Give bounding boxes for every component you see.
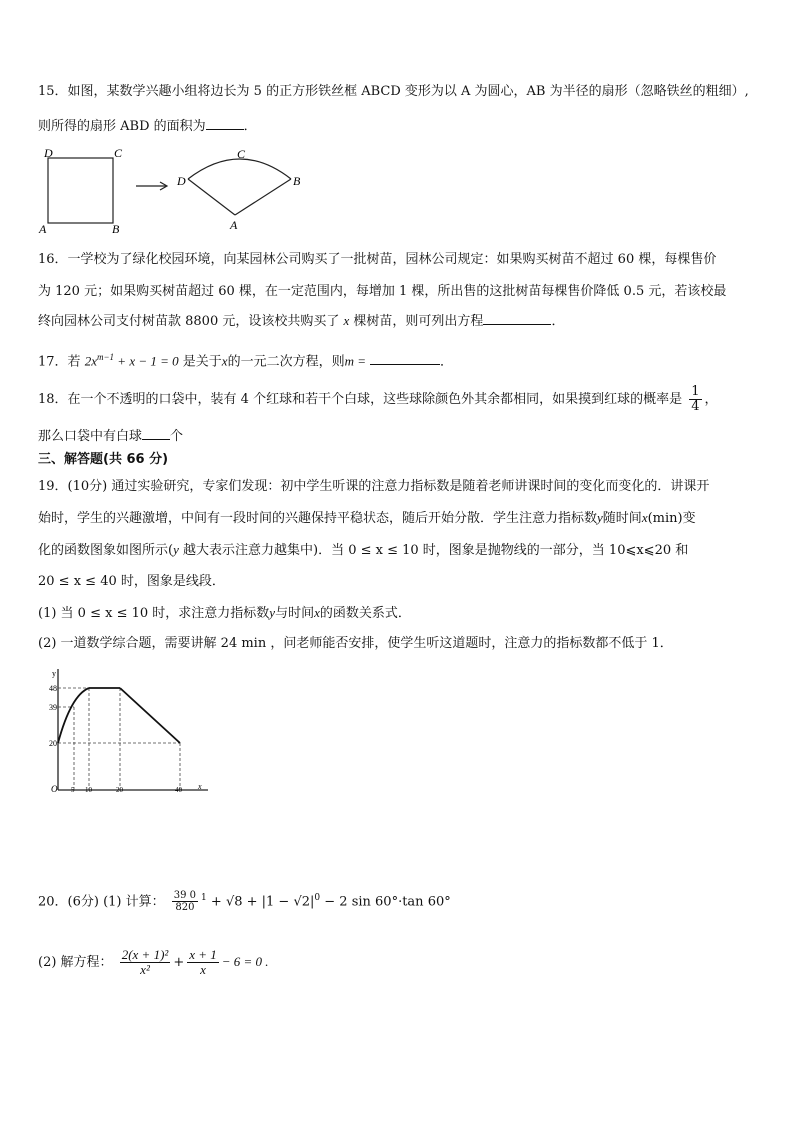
q20-line2: [38, 942, 269, 983]
q19-line4: 20 ≤ x ≤ 40 时，图象是线段．: [38, 574, 225, 589]
square-abcd: [48, 158, 113, 223]
label-b-sector: B: [293, 174, 301, 188]
q19-sub1-a: (1) 当 0 ≤ x ≤ 10 时，求注意力指标数: [38, 606, 270, 621]
q19-line3-y: y: [173, 542, 179, 557]
decline-segment: [120, 688, 180, 743]
label-d-square: D: [44, 146, 53, 160]
q20-plus: +: [173, 955, 185, 970]
q16-line3-end: ．: [551, 314, 565, 329]
label-c-sector: C: [237, 147, 246, 161]
q17-m-eq: m =: [344, 353, 367, 369]
q20-sub2-prefix: (2) 解方程：: [38, 955, 113, 970]
x-tick-5: 5: [71, 786, 75, 794]
q16-var-x: x: [343, 313, 350, 328]
q18-line2-b: 个: [170, 429, 184, 444]
q18-line2-a: 那么口袋中有白球: [38, 429, 143, 444]
section-3-heading: 三、解答题(共 66 分): [38, 452, 169, 467]
q17-mid: 是关于: [182, 354, 222, 370]
q20-power0: 0: [314, 893, 321, 903]
q19-line2-c: (min)变: [647, 511, 696, 526]
label-d-sector: D: [177, 174, 186, 188]
q20-frac-top: 39 0: [173, 890, 197, 902]
q20-fraction-1: [120, 948, 171, 977]
y-axis-label: y: [52, 669, 56, 678]
x-tick-20: 20: [116, 786, 123, 794]
label-b-square: B: [112, 222, 120, 236]
origin-label: O: [51, 784, 58, 794]
q17-mid2: 的一元二次方程，则: [227, 354, 345, 370]
q19-sub1-c: 的函数关系式．: [319, 606, 411, 621]
q18-line1: [38, 382, 718, 418]
q15-line2-end: ．: [243, 119, 257, 134]
q17-var: x: [221, 353, 228, 369]
q20-f1-den: x²: [140, 962, 150, 977]
q20-power: 1: [201, 893, 207, 903]
q19-line2-a: 始时，学生的兴趣激增，中间有一段时间的兴趣保持平稳状态，随后开始分散．学生注意力指标数: [38, 511, 598, 526]
q19-line3-a: 化的函数图象如图所示(: [38, 543, 174, 558]
label-c-square: C: [114, 146, 123, 160]
q15-line2-text: 则所得的扇形 ABD 的面积为: [38, 119, 206, 134]
q15-figure: [36, 143, 316, 238]
q19-attention-graph: [38, 665, 218, 800]
q20-line1: [38, 878, 451, 922]
q16-line3-b: 棵树苗，则可列出方程: [353, 314, 484, 329]
y-tick-39: 39: [49, 703, 57, 712]
q19-line2: [38, 509, 696, 528]
q19-sub1-b: 与时间: [275, 606, 315, 621]
y-tick-20: 20: [49, 739, 57, 748]
q18-frac-num: 1: [691, 384, 700, 399]
x-axis-label: x: [198, 782, 202, 791]
q19-line3: [38, 541, 688, 560]
q18-probability-fraction: [689, 385, 701, 414]
q18-line2: [38, 426, 183, 446]
q20-f2-den: x: [200, 962, 206, 977]
q17-end: ．: [440, 354, 454, 370]
label-a-sector: A: [230, 218, 238, 232]
q16-line2: 为 120 元；如果购买树苗超过 60 棵，在一定范围内，每增加 1 棵，所出售的这批树苗每棵售价降低 0.5 元，若该校最: [38, 284, 727, 299]
q20-garbled-fraction: [172, 890, 198, 913]
parabola-segment: [58, 688, 89, 743]
q20-expr-b: − 2 sin 60°·tan 60°: [320, 894, 451, 910]
q19-sub2: (2) 一道数学综合题，需要讲解 24 min ，问老师能否安排，使学生听这道题时，注意力的指标数都不低于 1．: [38, 636, 673, 651]
q20-f1-num: 2(x + 1)²: [121, 947, 169, 962]
q20-fraction-2: [187, 948, 219, 977]
q19-line2-x: x: [641, 510, 648, 525]
q15-line1: 15．如图，某数学兴趣小组将边长为 5 的正方形铁丝框 ABCD 变形为以 A 为圆心，AB 为半径的扇形（忽略铁丝的粗细）,: [38, 84, 749, 99]
q20-frac-bot: 820: [175, 902, 195, 914]
q20-f2-num: x + 1: [189, 947, 217, 962]
q19-line3-b: 越大表示注意力越集中)．当 0 ≤ x ≤ 10 时，图象是抛物线的一部分，当 10⩽x⩽20 和: [178, 543, 689, 558]
q16-line3: [38, 311, 564, 331]
q15-line2: [38, 116, 257, 136]
sector-arc: [188, 159, 291, 179]
x-tick-10: 10: [85, 786, 92, 794]
q17-eq-b: + x − 1 = 0: [114, 353, 179, 369]
q19-sub1-y: y: [269, 605, 276, 620]
x-tick-40: 40: [175, 786, 182, 794]
q17-prefix: 17．若: [38, 354, 81, 370]
q18-answer-blank: [142, 426, 170, 440]
q16-line1: 16．一学校为了绿化校园环境，向某园林公司购买了一批树苗，园林公司规定：如果购买树苗不超过 60 棵，每棵售价: [38, 252, 717, 267]
q19-sub1: [38, 604, 411, 623]
label-a-square: A: [39, 222, 47, 236]
q20-tail: − 6 = 0 .: [221, 954, 269, 969]
q19-line2-b: 随时间: [602, 511, 642, 526]
q16-line3-a: 终向园林公司支付树苗款 8800 元，设该校共购买了: [38, 314, 340, 329]
sector-radius-ab: [235, 179, 291, 215]
q19-line2-y: y: [597, 510, 603, 525]
q18-comma: ，: [704, 392, 718, 407]
q17-line: [38, 348, 453, 371]
q17-eq-a: 2x: [84, 353, 97, 369]
y-tick-48: 48: [49, 684, 57, 693]
q17-exponent: m−1: [96, 352, 115, 362]
q18-text: 18．在一个不透明的口袋中，装有 4 个红球和若干个白球，这些球除颜色外其余都相同，如果摸到红球的概率是: [38, 392, 683, 407]
q20-expr-a: + √8 + |1 − √2|: [206, 894, 315, 910]
q15-answer-blank: [206, 116, 244, 130]
q19-line1: 19．(10分) 通过实验研究，专家们发现：初中学生听课的注意力指标数是随着老师讲课时间的变化而变化的．讲课开: [38, 479, 710, 494]
q16-answer-blank: [483, 311, 551, 325]
q17-answer-blank: [370, 351, 440, 365]
q20-prefix: 20．(6分) (1) 计算：: [38, 894, 165, 910]
sector-radius-ad: [188, 179, 235, 215]
q18-frac-den: 4: [691, 399, 700, 414]
q19-sub1-x: x: [314, 605, 320, 620]
